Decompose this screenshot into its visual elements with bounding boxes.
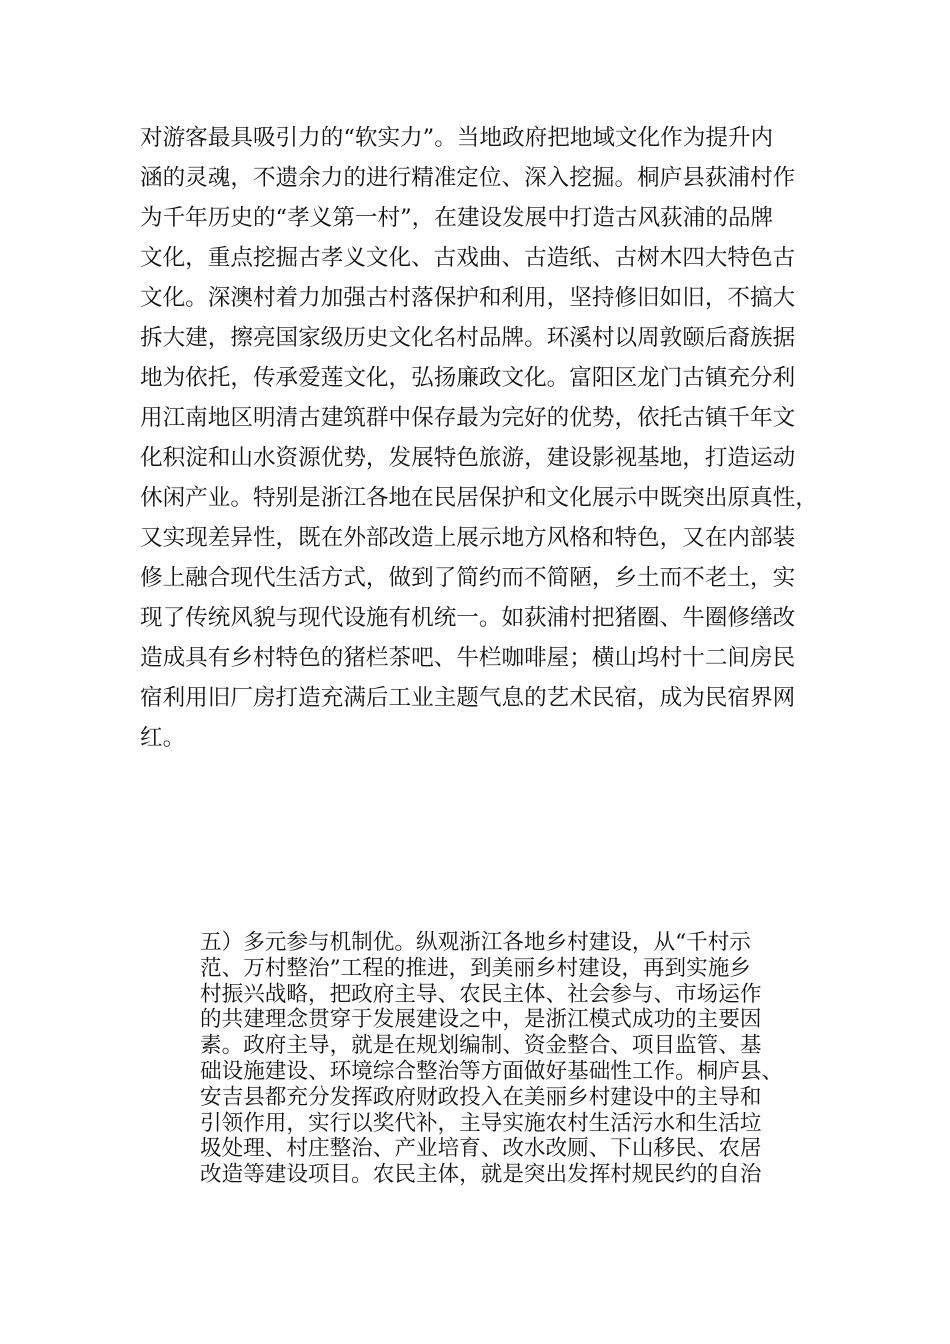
text-line: 圾处理、村庄整治、产业培育、改水改厕、下山移民、农居 bbox=[200, 1136, 762, 1162]
text-line: 修上融合现代生活方式，做到了简约而不简陋，乡土而不老土，实 bbox=[140, 565, 796, 591]
text-line: 休闲产业。特别是浙江各地在民居保护和文化展示中既突出原真性， bbox=[140, 485, 818, 511]
text-line: 础设施建设、环境综合整治等方面做好基础性工作。桐庐县、 bbox=[200, 1058, 784, 1084]
text-line: 安吉县都充分发挥政府财政投入在美丽乡村建设中的主导和 bbox=[200, 1084, 762, 1110]
text-line: 红。 bbox=[140, 725, 186, 751]
text-line: 的共建理念贯穿于发展建设之中，是浙江模式成功的主要因 bbox=[200, 1007, 762, 1033]
text-line: 又实现差异性，既在外部改造上展示地方风格和特色，又在内部装 bbox=[140, 525, 796, 551]
text-line: 用江南地区明清古建筑群中保存最为完好的优势，依托古镇千年文 bbox=[140, 405, 796, 431]
text-line: 五）多元参与机制优。纵观浙江各地乡村建设，从“千村示 bbox=[200, 930, 751, 955]
text-line: 引领作用，实行以奖代补，主导实施农村生活污水和生活垃 bbox=[200, 1110, 762, 1136]
body-paragraph-multi-participation bbox=[200, 930, 830, 1188]
text-line: 范、万村整治”工程的推进，到美丽乡村建设，再到实施乡 bbox=[200, 955, 751, 981]
text-line: 为千年历史的“孝义第一村”，在建设发展中打造古风荻浦的品牌 bbox=[140, 205, 774, 231]
text-line: 化积淀和山水资源优势，发展特色旅游，建设影视基地，打造运动 bbox=[140, 445, 796, 471]
body-paragraph-cultural-soft-power bbox=[140, 118, 820, 758]
text-line: 村振兴战略，把政府主导、农民主体、社会参与、市场运作 bbox=[200, 981, 762, 1007]
text-line: 拆大建，擦亮国家级历史文化名村品牌。环溪村以周敦颐后裔族据 bbox=[140, 325, 796, 351]
text-line: 宿利用旧厂房打造充满后工业主题气息的艺术民宿，成为民宿界网 bbox=[140, 685, 796, 711]
text-line: 对游客最具吸引力的“软实力”。当地政府把地域文化作为提升内 bbox=[140, 125, 774, 151]
text-line: 素。政府主导，就是在规划编制、资金整合、项目监管、基 bbox=[200, 1033, 762, 1059]
text-line: 现了传统风貌与现代设施有机统一。如荻浦村把猪圈、牛圈修缮改 bbox=[140, 605, 796, 631]
text-line: 地为依托，传承爱莲文化，弘扬廉政文化。富阳区龙门古镇充分利 bbox=[140, 365, 796, 391]
text-line: 造成具有乡村特色的猪栏茶吧、牛栏咖啡屋；横山坞村十二间房民 bbox=[140, 645, 796, 671]
text-line: 涵的灵魂，不遗余力的进行精准定位、深入挖掘。桐庐县荻浦村作 bbox=[140, 165, 796, 191]
text-line: 文化。深澳村着力加强古村落保护和利用，坚持修旧如旧，不搞大 bbox=[140, 285, 796, 311]
text-line: 改造等建设项目。农民主体，就是突出发挥村规民约的自治 bbox=[200, 1162, 762, 1188]
text-line: 文化，重点挖掘古孝义文化、古戏曲、古造纸、古树木四大特色古 bbox=[140, 245, 796, 271]
